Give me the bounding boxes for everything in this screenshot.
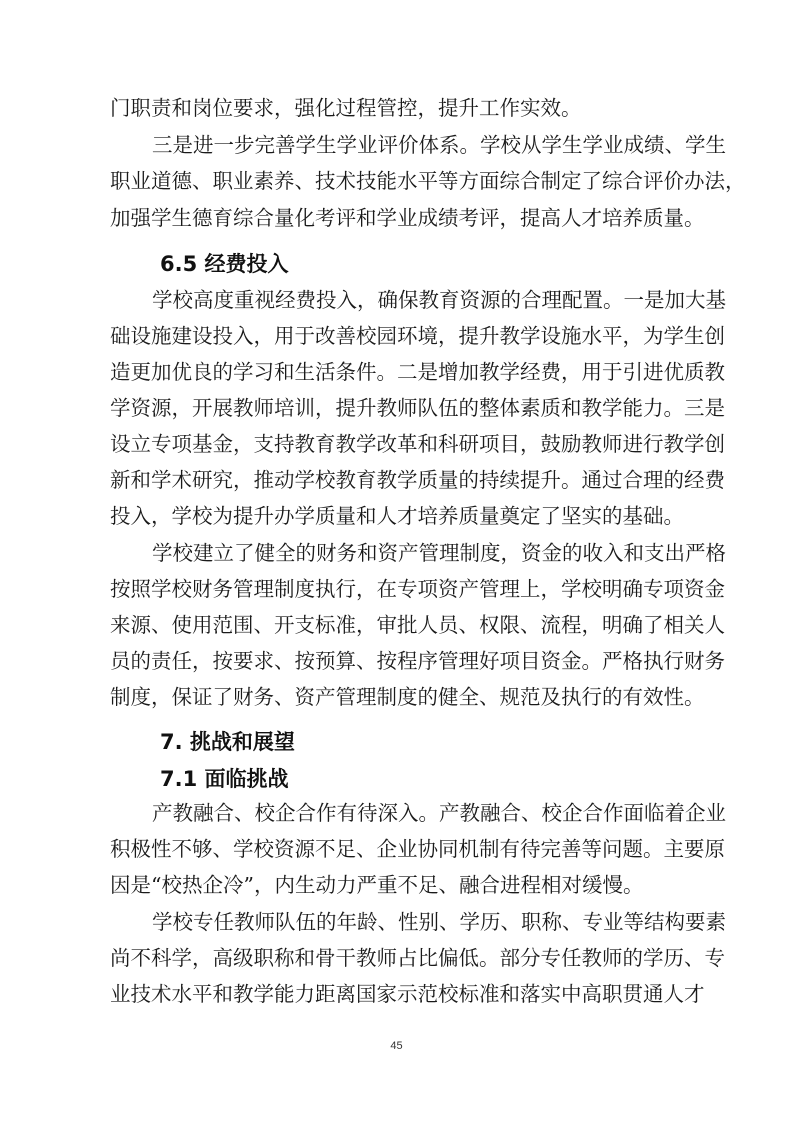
paragraph-line: 积极性不够、学校资源不足、企业协同机制有待完善等问题。主要原 bbox=[110, 837, 725, 861]
paragraph-line: 产教融合、校企合作有待深入。产教融合、校企合作面临着企业 bbox=[152, 801, 726, 825]
paragraph-line: 制度，保证了财务、资产管理制度的健全、规范及执行的有效性。 bbox=[110, 685, 705, 709]
paragraph-line: 加强学生德育综合量化考评和学业成绩考评，提高人才培养质量。 bbox=[110, 206, 705, 230]
paragraph-line: 尚不科学，高级职称和骨干教师占比偏低。部分专任教师的学历、专 bbox=[110, 946, 725, 970]
paragraph-line: 学校建立了健全的财务和资产管理制度，资金的收入和支出严格 bbox=[152, 541, 726, 565]
paragraph-line: 员的责任，按要求、按预算、按程序管理好项目资金。严格执行财务 bbox=[110, 649, 725, 673]
paragraph-line: 学校高度重视经费投入，确保教育资源的合理配置。一是加大基 bbox=[152, 288, 726, 312]
paragraph-line: 门职责和岗位要求，强化过程管控，提升工作实效。 bbox=[110, 96, 582, 120]
section-heading-7-1: 7.1 面临挑战 bbox=[160, 767, 289, 791]
paragraph-line: 设立专项基金，支持教育教学改革和科研项目，鼓励教师进行教学创 bbox=[110, 432, 725, 456]
paragraph-line: 造更加优良的学习和生活条件。二是增加教学经费，用于引进优质教 bbox=[110, 360, 725, 384]
paragraph-line: 新和学术研究，推动学校教育教学质量的持续提升。通过合理的经费 bbox=[110, 468, 725, 492]
paragraph-line: 职业道德、职业素养、技术技能水平等方面综合制定了综合评价办法， bbox=[110, 169, 746, 193]
paragraph-line: 三是进一步完善学生学业评价体系。学校从学生学业成绩、学生 bbox=[152, 133, 726, 157]
paragraph-line: 按照学校财务管理制度执行，在专项资产管理上，学校明确专项资金 bbox=[110, 577, 725, 601]
paragraph-line: 础设施建设投入，用于改善校园环境，提升教学设施水平，为学生创 bbox=[110, 324, 725, 348]
paragraph-line: 来源、使用范围、开支标准，审批人员、权限、流程，明确了相关人 bbox=[110, 613, 725, 637]
paragraph-line: 学校专任教师队伍的年龄、性别、学历、职称、专业等结构要素 bbox=[152, 910, 726, 934]
section-heading-6-5: 6.5 经费投入 bbox=[160, 252, 289, 276]
paragraph-line: 学资源，开展教师培训，提升教师队伍的整体素质和教学能力。三是 bbox=[110, 396, 725, 420]
section-heading-7: 7. 挑战和展望 bbox=[160, 730, 295, 754]
page-number: 45 bbox=[390, 1040, 403, 1052]
paragraph-line: 因是“校热企冷”，内生动力严重不足、融合进程相对缓慢。 bbox=[110, 873, 644, 897]
paragraph-line: 业技术水平和教学能力距离国家示范校标准和落实中高职贯通人才 bbox=[110, 982, 705, 1006]
paragraph-line: 投入，学校为提升办学质量和人才培养质量奠定了坚实的基础。 bbox=[110, 504, 684, 528]
